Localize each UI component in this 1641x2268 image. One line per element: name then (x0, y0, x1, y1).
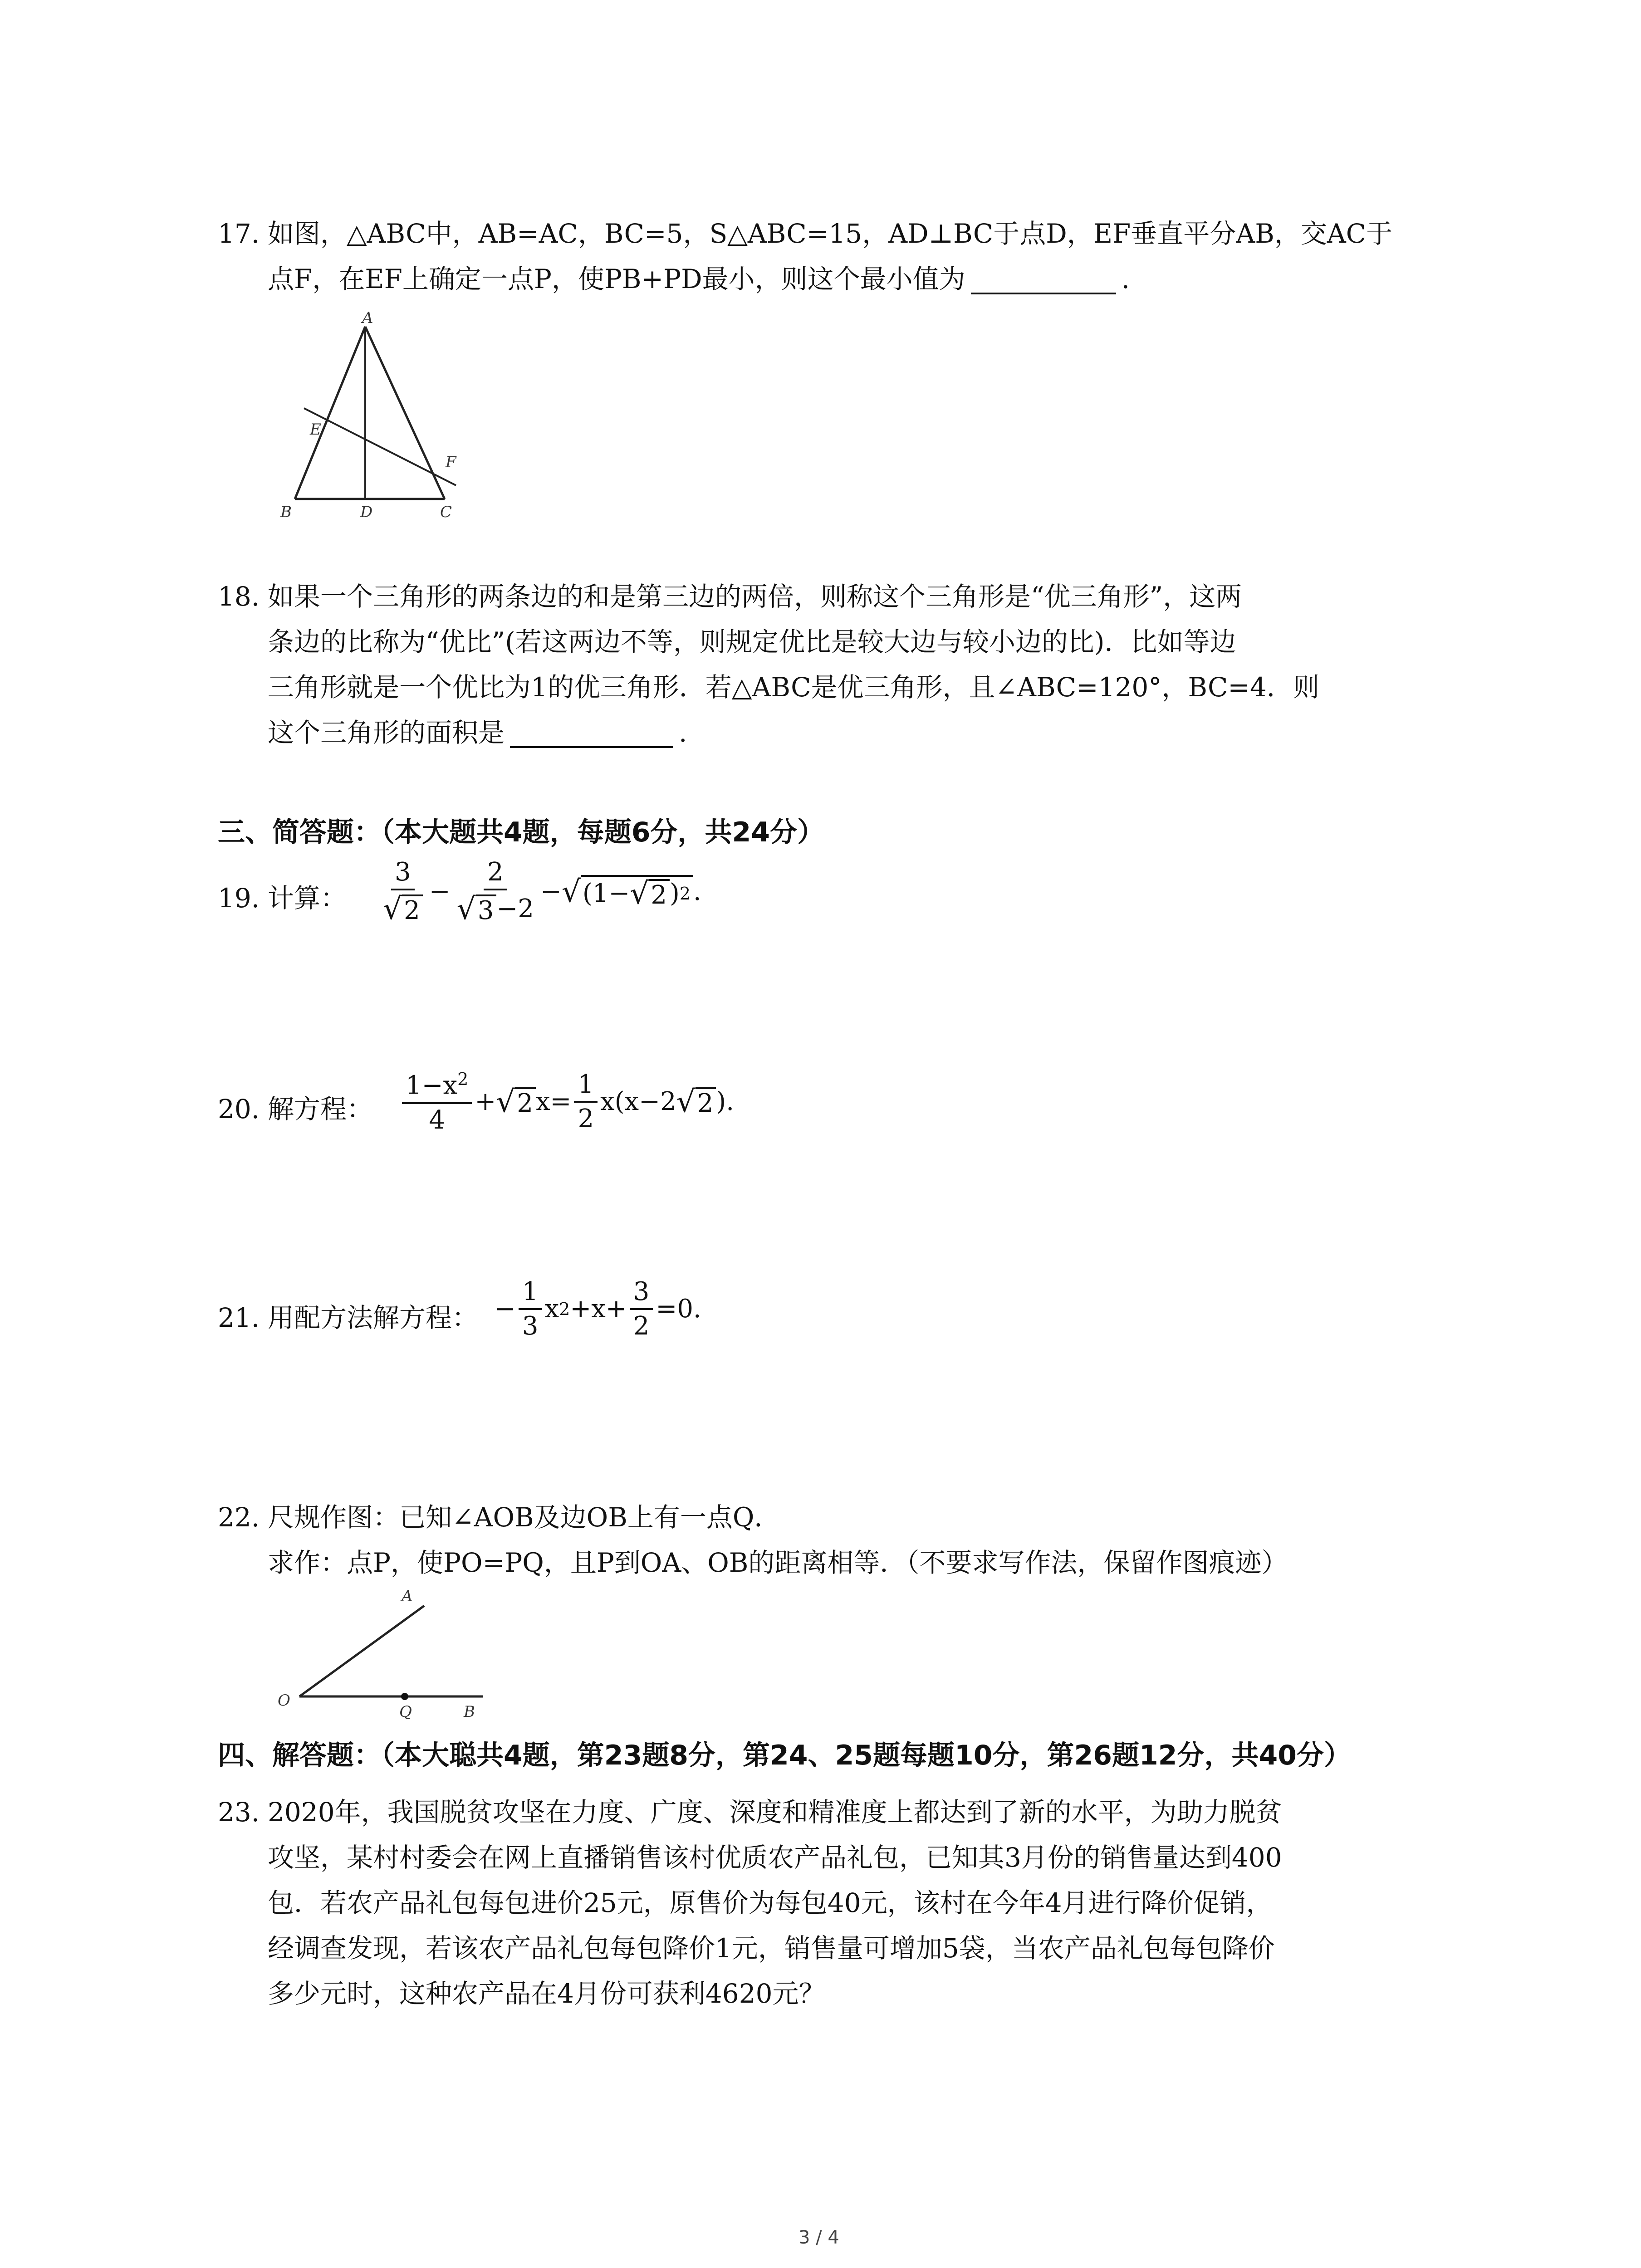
q19-square: 2 (679, 884, 691, 904)
q19-expression (377, 857, 701, 926)
q19-f2-root-sign: √ (456, 891, 476, 926)
q18-end: . (679, 717, 687, 748)
q18-text-2: 条边的比称为“优比”(若这两边不等，则规定优比是较大边与较小边的比)．比如等边 (268, 626, 1236, 657)
q22-text-1: 尺规作图：已知∠AOB及边OB上有一点Q． (268, 1502, 781, 1533)
q19-minus-1: − (429, 877, 451, 906)
q17-end: . (1121, 264, 1130, 294)
q19-outer-root-sign: √ (561, 874, 581, 909)
q19-fraction-2 (453, 857, 538, 926)
q19-f1-root-sign: √ (383, 891, 402, 926)
q20-fraction-1 (402, 1070, 472, 1133)
q23-number: 23. (218, 1797, 260, 1828)
q19-f2-tail: −2 (496, 894, 534, 924)
q19-rad-body: (1− (582, 879, 630, 908)
q20-plus: + (475, 1086, 496, 1116)
q21-mid: +x+ (570, 1294, 627, 1324)
q23-line-4 (268, 1928, 1275, 1969)
q20-root-sign-1: √ (496, 1084, 515, 1119)
q22-text-2: 求作：点P，使PO=PQ，且P到OA、OB的距离相等．（不要求写作法，保留作图痕迹） (268, 1547, 1288, 1578)
q21-f2-denominator: 2 (633, 1311, 650, 1341)
q17-text-1: 如图，△ABC中，AB=AC，BC=5，S△ABC=15，AD⊥BC于点D，EF垂直平分AB，交AC于 (268, 218, 1393, 249)
q23-line-3 (268, 1882, 1273, 1923)
q17-text-2: 点F，在EF上确定一点P，使PB+PD最小，则这个最小值为 (268, 264, 965, 294)
q21-negative-sign: − (495, 1294, 516, 1324)
q20-f2-denominator: 2 (578, 1104, 594, 1134)
q17-line-2 (268, 259, 1130, 299)
q20-label: 解方程： (268, 1094, 373, 1124)
q21-label: 用配方法解方程： (268, 1302, 479, 1333)
q20-equation (399, 1070, 734, 1133)
q18-answer-blank[interactable] (510, 714, 673, 748)
q18-line-1 (218, 576, 1242, 617)
q17-label-d: D (360, 503, 373, 521)
q19-end: . (693, 877, 701, 906)
q18-text-1: 如果一个三角形的两条边的和是第三边的两倍，则称这个三角形是“优三角形”，这两 (268, 581, 1242, 612)
q18-number: 18. (218, 581, 260, 612)
q19-label-line (218, 878, 347, 919)
q22-number: 22. (218, 1502, 260, 1533)
q21-f1-denominator: 3 (522, 1311, 539, 1341)
q22-label-o: O (278, 1691, 290, 1710)
q20-f1-numerator (402, 1070, 472, 1104)
page-number: 3 / 4 (798, 2227, 839, 2248)
q17-line-1 (218, 213, 1392, 254)
q17-triangle-figure (272, 308, 472, 522)
q17-label-c: C (440, 503, 452, 521)
q20-tail-1: x(x−2 (600, 1086, 676, 1116)
q19-f1-denominator (379, 890, 426, 924)
q22-line-2 (268, 1542, 1288, 1583)
q22-angle-figure (272, 1583, 508, 1719)
q22-ray-oa (299, 1606, 424, 1696)
q23-text-5: 多少元时，这种农产品在4月份可获利4620元？ (268, 1978, 825, 2009)
q17-number: 17. (218, 218, 260, 249)
q20-f1-sup: 2 (457, 1069, 469, 1089)
q21-sup: 2 (559, 1299, 570, 1319)
q22-point-q (401, 1693, 408, 1700)
q21-equation (495, 1279, 701, 1339)
q23-text-3: 包．若农产品礼包每包进价25元，原售价为每包40元，该村在今年4月进行降价促销， (268, 1887, 1273, 1918)
q20-radicand-1: 2 (515, 1087, 536, 1116)
q23-line-5 (268, 1973, 825, 2014)
q18-text-3: 三角形就是一个优比为1的优三角形．若△ABC是优三角形，且∠ABC=120°，BC=4．则 (268, 672, 1319, 703)
q17-label-a: A (362, 309, 373, 327)
q19-label: 计算： (268, 883, 347, 914)
q20-fraction-2 (574, 1069, 598, 1134)
q19-number: 19. (218, 883, 260, 914)
q20-f1-denominator: 4 (429, 1105, 445, 1135)
q21-tail: =0. (656, 1294, 701, 1324)
q17-label-f: F (446, 453, 456, 471)
q19-f2-radicand: 3 (476, 894, 497, 924)
q19-f2-denominator (453, 890, 538, 924)
q20-label-line (218, 1089, 373, 1129)
q19-inner-radicand: 2 (649, 879, 670, 908)
q17-label-e: E (310, 420, 321, 439)
q21-number: 21. (218, 1302, 260, 1333)
q19-fraction-1 (379, 857, 426, 926)
q19-inner-root-sign: √ (630, 876, 649, 911)
q22-line-1 (218, 1497, 780, 1538)
q22-label-q: Q (399, 1703, 412, 1719)
q19-outer-radicand (581, 875, 693, 909)
q19-rad-close: ) (669, 879, 680, 908)
q19-minus-2: − (540, 877, 562, 906)
q20-radicand-2: 2 (696, 1087, 716, 1116)
q20-f1-numerator-text: 1−x (406, 1070, 458, 1100)
q21-x: x (544, 1294, 559, 1324)
q18-line-3 (268, 667, 1319, 708)
q22-label-a: A (402, 1587, 413, 1605)
q21-label-line (218, 1297, 478, 1338)
q22-label-b: B (464, 1703, 475, 1719)
q19-f1-numerator: 3 (391, 860, 415, 890)
section-4-heading: 四、解答题：（本大聪共4题，第23题8分，第24、25题每题10分，第26题12分，共40分） (218, 1740, 1351, 1771)
q23-text-2: 攻坚，某村村委会在网上直播销售该村优质农产品礼包，已知其3月份的销售量达到400 (268, 1842, 1282, 1873)
q20-f2-numerator: 1 (574, 1072, 598, 1103)
q23-line-1 (218, 1792, 1282, 1833)
q17-label-b: B (280, 503, 292, 521)
q18-line-4 (268, 712, 687, 753)
q20-x-equals: x= (535, 1086, 572, 1116)
q17-answer-blank[interactable] (971, 261, 1116, 294)
q18-line-2 (268, 621, 1236, 662)
q17-side-ab (295, 327, 365, 499)
q20-tail-2: ). (716, 1086, 735, 1116)
q17-line-ef (304, 408, 456, 485)
q20-number: 20. (218, 1094, 260, 1124)
q21-f1-numerator: 1 (519, 1279, 542, 1310)
q21-f2-numerator: 3 (630, 1279, 653, 1310)
section-3-heading: 三、简答题：（本大题共4题，每题6分，共24分） (218, 816, 824, 848)
q20-root-sign-2: √ (676, 1084, 696, 1119)
q21-fraction-1 (519, 1279, 542, 1339)
q18-text-4: 这个三角形的面积是 (268, 717, 505, 748)
q23-text-4: 经调查发现，若该农产品礼包每包降价1元，销售量可增加5袋，当农产品礼包每包降价 (268, 1933, 1275, 1964)
q19-f2-numerator: 2 (484, 860, 507, 890)
q21-fraction-2 (630, 1279, 653, 1339)
q23-text-1: 2020年，我国脱贫攻坚在力度、广度、深度和精准度上都达到了新的水平，为助力脱贫 (268, 1797, 1282, 1828)
q19-f1-radicand: 2 (402, 894, 423, 924)
q23-line-2 (268, 1837, 1282, 1878)
